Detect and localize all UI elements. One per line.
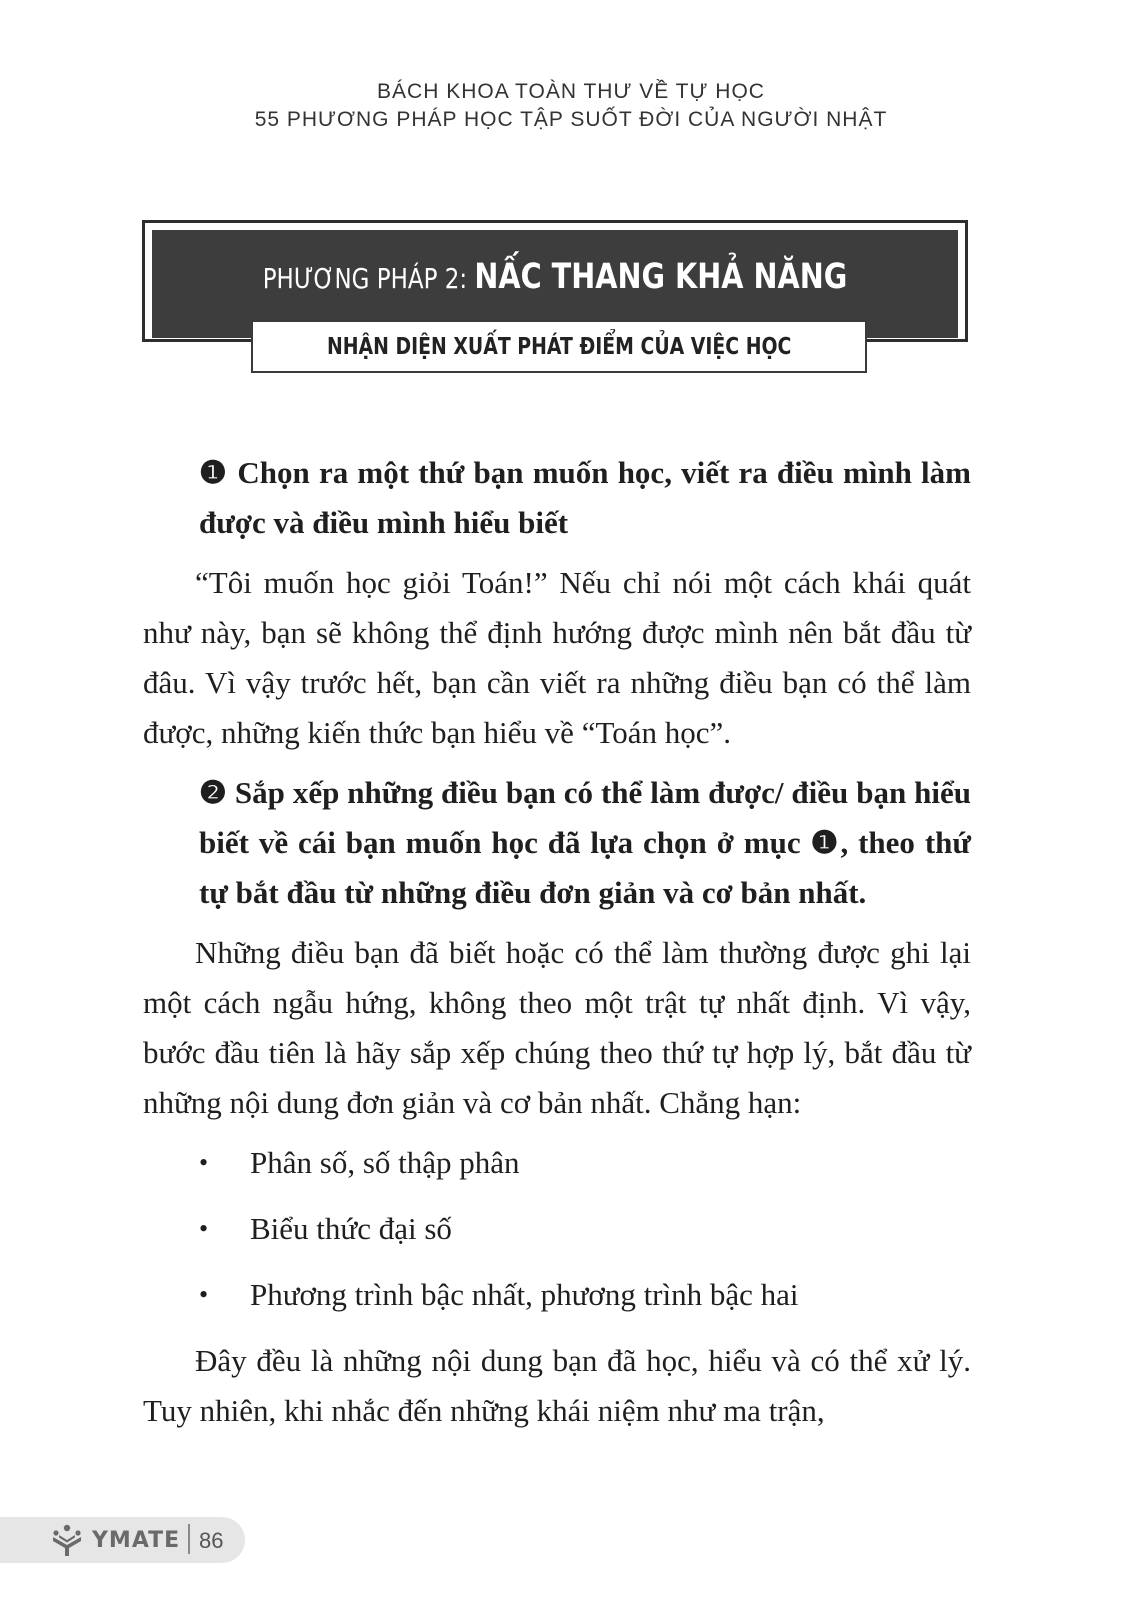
section-subtitle-box	[251, 320, 867, 373]
book-title: BÁCH KHOA TOÀN THƯ VỀ TỰ HỌC	[377, 80, 765, 103]
section-subtitle: NHẬN DIỆN XUẤT PHÁT ĐIỂM CỦA VIỆC HỌC	[326, 333, 792, 360]
page-number: 86	[199, 1528, 224, 1553]
step-heading-2: ❷ Sắp xếp những điều bạn có thể làm được/ điều bạn hiểu biết về cái bạn muốn học đã lựa chọn ở mục ❶, theo thứ tự bắt đầu từ những điều đơn giản và cơ bản nhất.	[199, 775, 971, 910]
paragraph-2: Những điều bạn đã biết hoặc có thể làm thường được ghi lại một cách ngẫu hứng, không theo một trật tự nhất định. Vì vậy, bước đầu tiên là hãy sắp xếp chúng theo thứ tự hợp lý, bắt đầu từ những nội dung đơn giản và cơ bản nhất. Chẳng hạn:	[143, 935, 971, 1120]
list-item	[143, 1138, 971, 1204]
example-list	[143, 1138, 971, 1336]
paragraph-3: Đây đều là những nội dung bạn đã học, hiểu và có thể xử lý. Tuy nhiên, khi nhắc đến những khái niệm như ma trận,	[143, 1343, 971, 1428]
list-item	[143, 1204, 971, 1270]
footer-brand: YMATE	[92, 1528, 181, 1553]
bullet-icon: •	[199, 1148, 209, 1177]
bullet-icon: •	[199, 1280, 209, 1309]
footer-divider	[188, 1524, 190, 1554]
section-title-prefix: PHƯƠNG PHÁP 2:	[262, 262, 475, 295]
section-title-main: NẤC THANG KHẢ NĂNG	[474, 257, 848, 297]
list-item	[143, 1270, 971, 1336]
paragraph-1: “Tôi muốn học giỏi Toán!” Nếu chỉ nói một cách khái quát như này, bạn sẽ không thể định hướng được mình nên bắt đầu từ đâu. Vì vậy trước hết, bạn cần viết ra những điều bạn có thể làm được, những kiến thức bạn hiểu về “Toán học”.	[143, 565, 971, 750]
section-title	[225, 255, 886, 305]
bullet-icon: •	[199, 1214, 209, 1243]
running-header	[0, 78, 1142, 134]
list-item-text: Biểu thức đại số	[250, 1211, 452, 1246]
page-content	[143, 448, 971, 1436]
step-heading-1: ❶ Chọn ra một thứ bạn muốn học, viết ra điều mình làm được và điều mình hiểu biết	[199, 455, 971, 540]
list-item-text: Phương trình bậc nhất, phương trình bậc hai	[250, 1277, 799, 1312]
list-item-text: Phân số, số thập phân	[250, 1145, 520, 1180]
book-subtitle: 55 PHƯƠNG PHÁP HỌC TẬP SUỐT ĐỜI CỦA NGƯỜI NHẬT	[254, 108, 888, 131]
ymate-logo-icon	[50, 1523, 84, 1557]
